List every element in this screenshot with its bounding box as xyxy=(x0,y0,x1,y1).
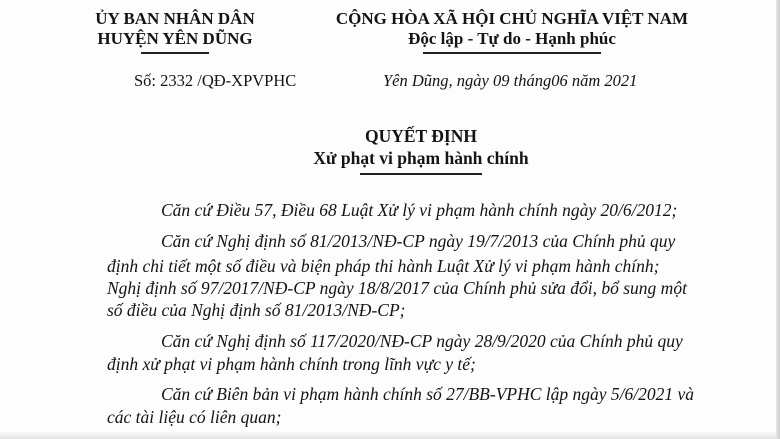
motto-underline xyxy=(423,52,601,54)
document-subtitle: Xử phạt vi phạm hành chính xyxy=(313,148,529,168)
body-line-4: Nghị định số 97/2017/NĐ-CP ngày 18/8/2017 của Chính phủ sửa đổi, bổ sung một xyxy=(107,278,687,298)
nation-title: CỘNG HÒA XÃ HỘI CHỦ NGHĨA VIỆT NAM xyxy=(335,9,689,28)
body-line-9: các tài liệu có liên quan; xyxy=(107,407,282,427)
body-line-7: định xử phạt vi phạm hành chính trong lĩnh vực y tế; xyxy=(107,354,476,374)
body-line-8: Căn cứ Biên bản vi phạm hành chính số 27/BB-VPHC lập ngày 5/6/2021 và xyxy=(161,384,695,404)
place-date: Yên Dũng, ngày 09 tháng06 năm 2021 xyxy=(383,71,638,90)
org-name-line2: HUYỆN YÊN DŨNG xyxy=(97,29,253,48)
nation-motto: Độc lập - Tự do - Hạnh phúc xyxy=(408,29,616,48)
subtitle-underline xyxy=(360,173,482,175)
document-number: Số: 2332 /QĐ-XPVPHC xyxy=(134,71,297,90)
body-line-6: Căn cứ Nghị định số 117/2020/NĐ-CP ngày 28/9/2020 của Chính phủ quy xyxy=(161,331,683,351)
org-name-line1: ỦY BAN NHÂN DÂN xyxy=(95,9,255,28)
page-edge xyxy=(776,0,780,439)
body-line-2: Căn cứ Nghị định số 81/2013/NĐ-CP ngày 19/7/2013 của Chính phủ quy xyxy=(161,231,676,251)
page-bottom-shadow xyxy=(0,431,780,439)
body-line-5: số điều của Nghị định số 81/2013/NĐ-CP; xyxy=(107,300,406,320)
org-underline xyxy=(141,52,209,54)
body-line-3: định chi tiết một số điều và biện pháp thi hành Luật Xử lý vi phạm hành chính; xyxy=(107,256,660,276)
document-title: QUYẾT ĐỊNH xyxy=(365,126,477,146)
body-line-1: Căn cứ Điều 57, Điều 68 Luật Xử lý vi phạm hành chính ngày 20/6/2012; xyxy=(161,200,678,220)
